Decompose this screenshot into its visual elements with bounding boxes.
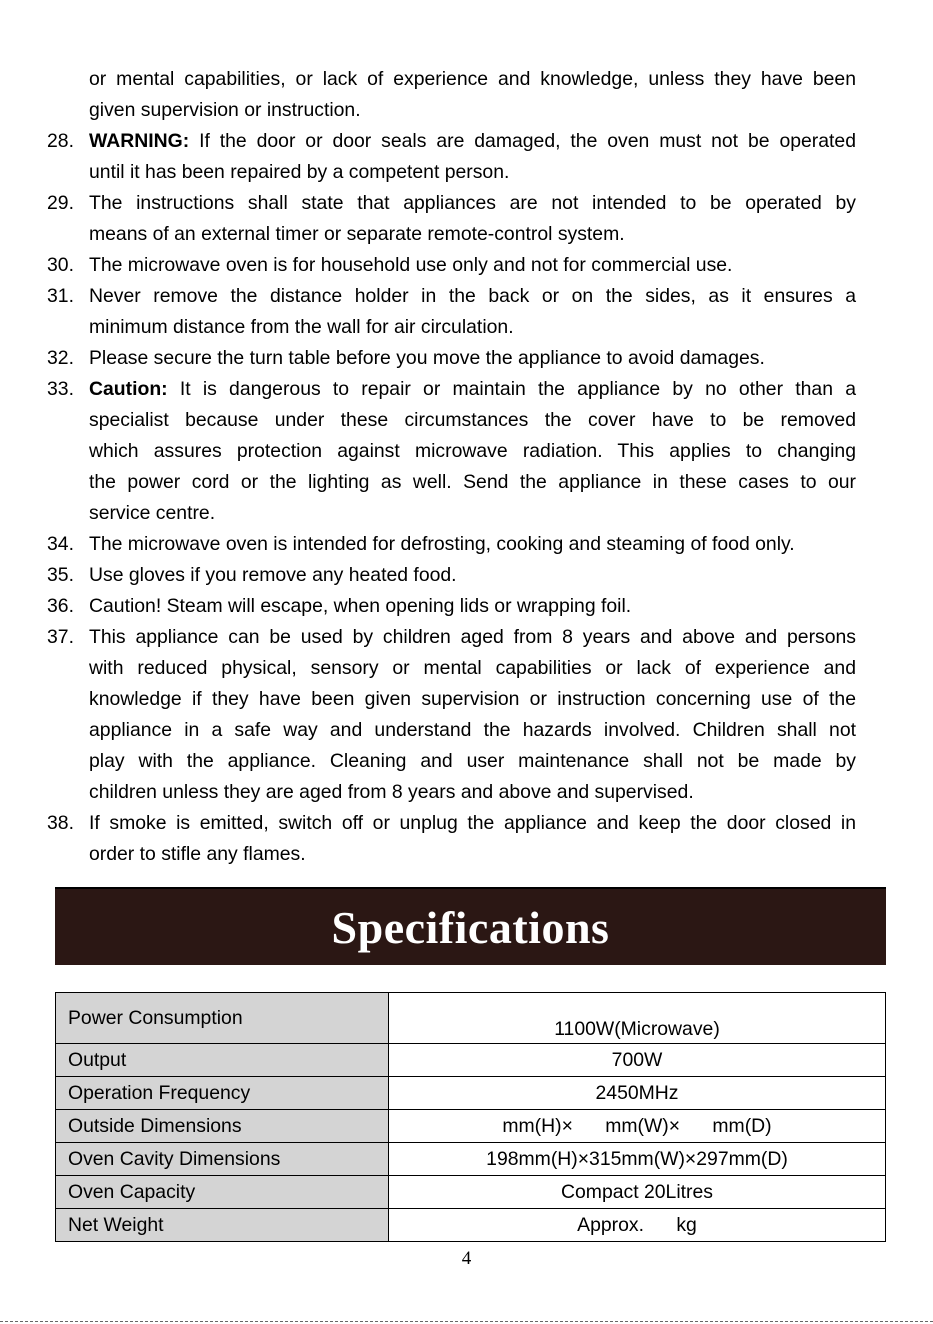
- specifications-banner: [55, 887, 886, 965]
- list-item-text: until it has been repaired by a competent person.: [89, 161, 510, 183]
- spec-label: Power Consumption: [56, 993, 389, 1044]
- caution-label: Caution:: [89, 378, 168, 400]
- list-item-text: play with the appliance. Cleaning and user maintenance shall not be made by: [89, 750, 856, 772]
- list-item-number: 28.: [47, 130, 74, 152]
- list-item-number: 34.: [47, 533, 74, 555]
- list-item-text: Caution: It is dangerous to repair or maintain the appliance by no other than a: [89, 378, 856, 400]
- list-item-text: If smoke is emitted, switch off or unplug the appliance and keep the door closed in: [89, 812, 856, 834]
- list-item-text: children unless they are aged from 8 years and above and supervised.: [89, 781, 694, 803]
- list-item-text: order to stifle any flames.: [89, 843, 306, 865]
- list-item-text: the power cord or the lighting as well. Send the appliance in these cases to our: [89, 471, 856, 493]
- list-item-number: 29.: [47, 192, 74, 214]
- spec-value: 700W: [389, 1044, 886, 1077]
- list-item-number: 32.: [47, 347, 74, 369]
- list-item-text: appliance in a safe way and understand the hazards involved. Children shall not: [89, 719, 856, 741]
- spec-value: Compact 20Litres: [389, 1176, 886, 1209]
- list-item-text: knowledge if they have been given supervision or instruction concerning use of the: [89, 688, 856, 710]
- list-item-text: Caution! Steam will escape, when opening lids or wrapping foil.: [89, 595, 632, 617]
- list-item-text: Use gloves if you remove any heated food.: [89, 564, 457, 586]
- spec-value: Approx. kg: [389, 1209, 886, 1242]
- table-row: [56, 993, 886, 1044]
- spec-value: 1100W(Microwave): [389, 993, 886, 1044]
- table-row: [56, 1143, 886, 1176]
- spec-value: 2450MHz: [389, 1077, 886, 1110]
- list-item-text: with reduced physical, sensory or mental capabilities or lack of experience and: [89, 657, 856, 679]
- table-row: [56, 1110, 886, 1143]
- page-number: 4: [461, 1248, 472, 1269]
- list-item-text: The microwave oven is intended for defrosting, cooking and steaming of food only.: [89, 533, 795, 555]
- list-item-text: which assures protection against microwave radiation. This applies to changing: [89, 440, 856, 462]
- list-item-text: specialist because under these circumstances the cover have to be removed: [89, 409, 856, 431]
- specifications-table: [55, 992, 886, 1242]
- list-item-text: WARNING: If the door or door seals are damaged, the oven must not be operated: [89, 130, 856, 152]
- spec-value: mm(H)× mm(W)× mm(D): [389, 1110, 886, 1143]
- page-divider: [0, 1321, 933, 1322]
- list-item-number: 37.: [47, 626, 74, 648]
- table-row: [56, 1044, 886, 1077]
- spec-label: Net Weight: [56, 1209, 389, 1242]
- table-row: [56, 1077, 886, 1110]
- warning-label: WARNING:: [89, 130, 190, 152]
- list-item-text: means of an external timer or separate remote-control system.: [89, 223, 625, 245]
- table-row: [56, 1209, 886, 1242]
- list-item-text: Please secure the turn table before you move the appliance to avoid damages.: [89, 347, 765, 369]
- list-item-number: 33.: [47, 378, 74, 400]
- list-item-number: 35.: [47, 564, 74, 586]
- table-row: [56, 1176, 886, 1209]
- list-item-text: The microwave oven is for household use only and not for commercial use.: [89, 254, 733, 276]
- spec-value: 198mm(H)×315mm(W)×297mm(D): [389, 1143, 886, 1176]
- list-item-number: 30.: [47, 254, 74, 276]
- list-item-number: 38.: [47, 812, 74, 834]
- list-item-text: The instructions shall state that appliances are not intended to be operated by: [89, 192, 856, 214]
- list-item-text: This appliance can be used by children aged from 8 years and above and persons: [89, 626, 856, 648]
- spec-label: Oven Capacity: [56, 1176, 389, 1209]
- section-title: Specifications: [331, 901, 610, 953]
- list-item-number: 36.: [47, 595, 74, 617]
- list-item-text: Never remove the distance holder in the back or on the sides, as it ensures a: [89, 285, 856, 307]
- spec-label: Output: [56, 1044, 389, 1077]
- list-item-text: minimum distance from the wall for air circulation.: [89, 316, 514, 338]
- spec-label: Outside Dimensions: [56, 1110, 389, 1143]
- spec-label: Operation Frequency: [56, 1077, 389, 1110]
- list-item-text: or mental capabilities, or lack of experience and knowledge, unless they have been: [89, 68, 856, 90]
- list-item-text: given supervision or instruction.: [89, 99, 361, 121]
- list-item-text: service centre.: [89, 502, 216, 524]
- spec-label: Oven Cavity Dimensions: [56, 1143, 389, 1176]
- list-item-number: 31.: [47, 285, 74, 307]
